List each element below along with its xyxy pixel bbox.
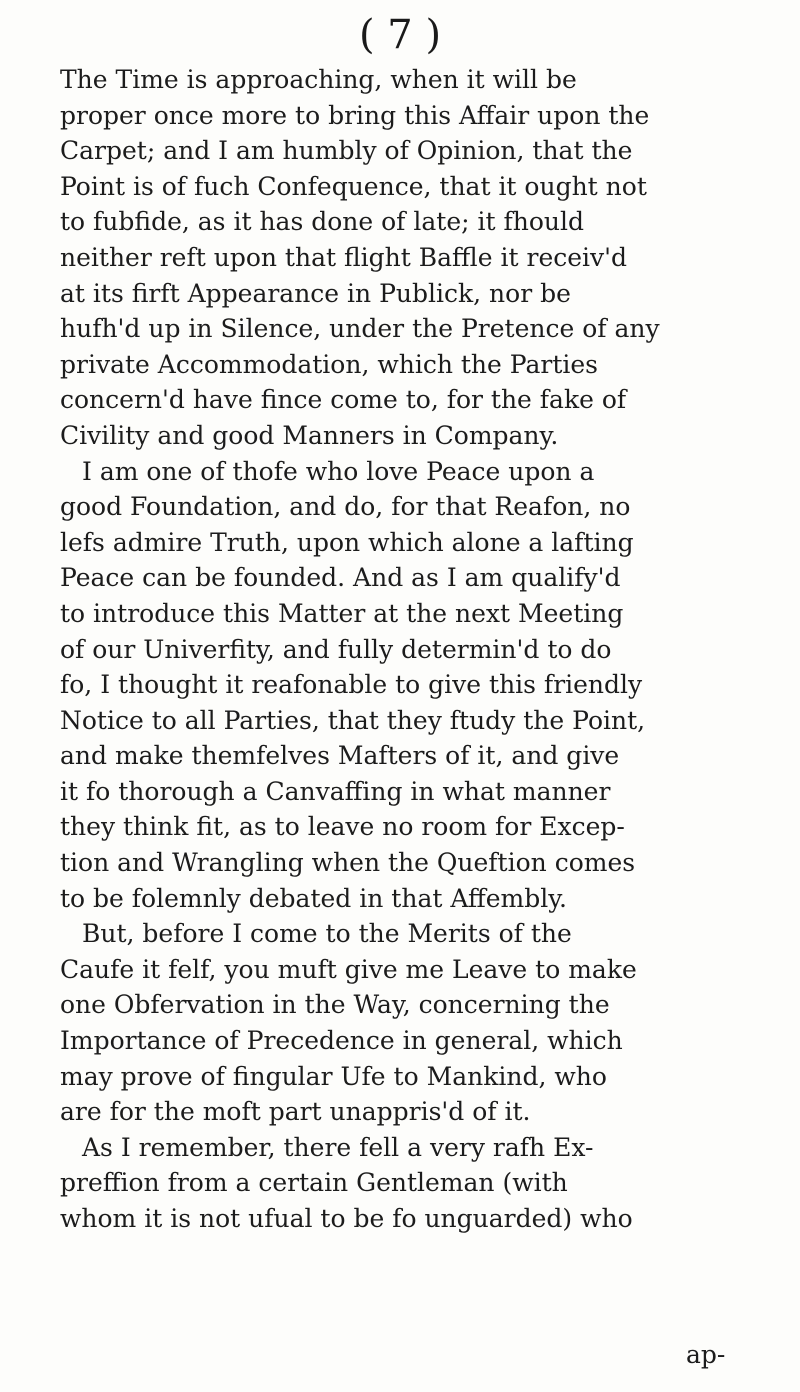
text-line: As I remember, there fell a very rafh Ex- xyxy=(82,1132,594,1162)
text-line: private Accommodation, which the Parties xyxy=(60,349,598,379)
text-line: whom it is not ufual to be fo unguarded) who xyxy=(60,1204,633,1233)
text-line: I am one of thofe who love Peace upon a xyxy=(82,456,595,486)
page-number: ( 7 ) xyxy=(358,12,442,58)
text-line: neither reft upon that flight Baffle it receiv'd xyxy=(60,242,628,272)
text-line: hufh'd up in Silence, under the Pretence of any xyxy=(60,314,660,344)
text-line: Carpet; and I am humbly of Opinion, that the xyxy=(60,136,633,166)
text-line: Civility and good Manners in Company. xyxy=(60,420,559,450)
text-line: lefs admire Truth, upon which alone a lafting xyxy=(60,527,634,557)
text-line: at its firft Appearance in Publick, nor be xyxy=(60,278,571,308)
text-line: it fo thorough a Canvaffing in what manner xyxy=(60,776,611,806)
text-line: and make themfelves Mafters of it, and give xyxy=(60,741,620,771)
text-line: to be folemnly debated in that Affembly. xyxy=(60,883,567,913)
text-line: preffion from a certain Gentleman (with xyxy=(60,1168,568,1198)
text-line: they think fit, as to leave no room for Excep- xyxy=(60,812,625,842)
text-line: tion and Wrangling when the Queftion comes xyxy=(60,848,636,878)
text-line: good Foundation, and do, for that Reafon, no xyxy=(60,492,631,522)
text-line: proper once more to bring this Affair upon the xyxy=(60,100,650,130)
text-line: to fubfide, as it has done of late; it fhould xyxy=(60,207,584,237)
text-line: Point is of fuch Confequence, that it ought not xyxy=(60,171,647,201)
text-line: The Time is approaching, when it will be xyxy=(60,65,577,94)
text-line: of our Univerfity, and fully determin'd to do xyxy=(60,634,612,664)
catchword: ap- xyxy=(686,1340,726,1369)
text-line: Caufe it felf, you muft give me Leave to make xyxy=(60,954,637,984)
text-line: one Obfervation in the Way, concerning the xyxy=(60,990,610,1020)
text-line: concern'd have fince come to, for the fake of xyxy=(60,385,627,415)
text-line: Peace can be founded. And as I am qualify'd xyxy=(60,563,621,593)
text-line: Notice to all Parties, that they ftudy the Point, xyxy=(60,705,646,735)
text-line: fo, I thought it reafonable to give this friendly xyxy=(60,670,643,700)
text-line: But, before I come to the Merits of the xyxy=(82,919,572,949)
text-line: are for the moft part unappris'd of it. xyxy=(60,1097,531,1127)
text-line: Importance of Precedence in general, which xyxy=(60,1026,623,1056)
body-text xyxy=(60,62,760,1237)
text-line: to introduce this Matter at the next Meeting xyxy=(60,598,624,628)
text-line: may prove of fingular Ufe to Mankind, who xyxy=(60,1061,607,1091)
